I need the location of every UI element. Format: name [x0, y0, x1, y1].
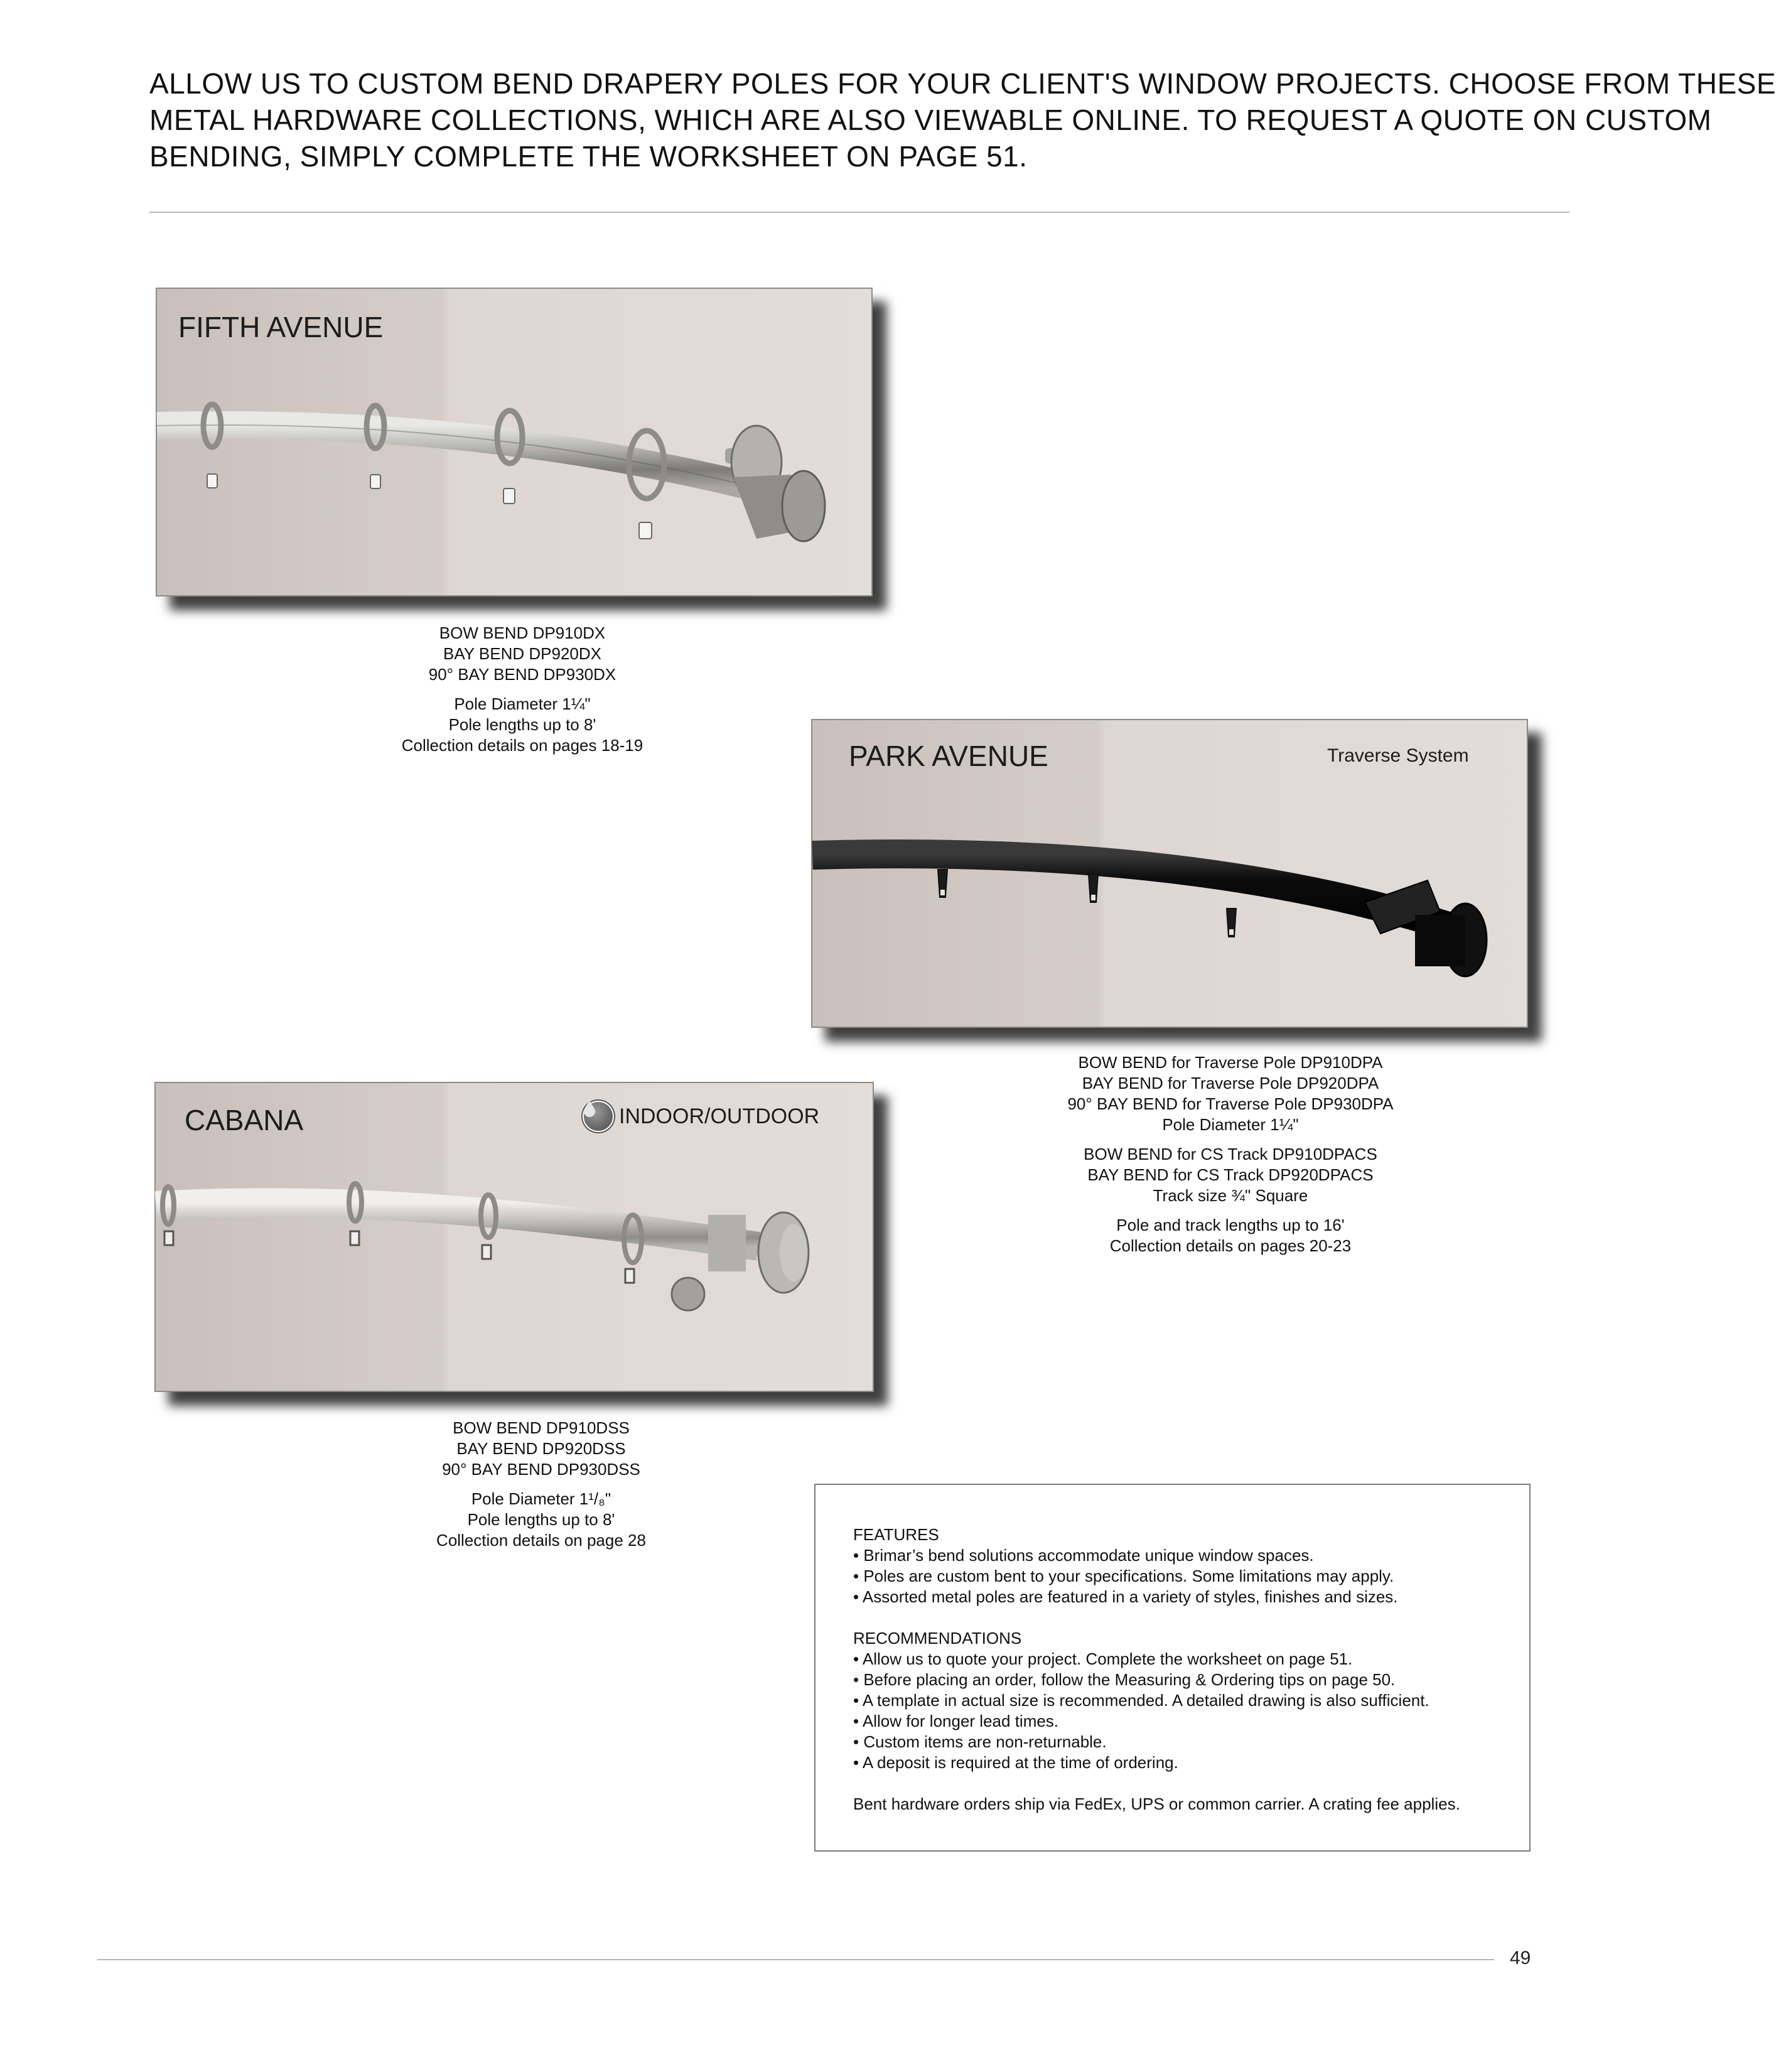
indoor-outdoor-label: INDOOR/OUTDOOR	[619, 1104, 820, 1128]
product-code: BOW BEND DP910DX	[439, 623, 606, 642]
cabana-photo	[154, 1082, 874, 1392]
recommendation-item: • A deposit is required at the time of ordering.	[853, 1753, 1178, 1772]
recommendation-item: • Custom items are non-returnable.	[853, 1732, 1107, 1751]
park-avenue-title: PARK AVENUE	[849, 740, 1048, 772]
water-drop-icon	[583, 1101, 614, 1132]
feature-item: • Brimar’s bend solutions accommodate unique window spaces.	[853, 1546, 1314, 1565]
cabana-title: CABANA	[185, 1104, 304, 1136]
top-divider	[149, 212, 1569, 213]
product-spec: Pole Diameter 1¼"	[1162, 1115, 1299, 1134]
intro-line: BENDING, SIMPLY COMPLETE THE WORKSHEET ON PAGE 51.	[149, 140, 1028, 173]
product-spec: Pole lengths up to 8'	[467, 1510, 615, 1529]
product-spec: Pole Diameter 1¹/₈"	[471, 1489, 611, 1508]
product-spec: Track size ¾" Square	[1153, 1186, 1308, 1205]
product-spec: Pole Diameter 1¼"	[454, 694, 591, 713]
recommendation-item: • Before placing an order, follow the Measuring & Ordering tips on page 50.	[853, 1670, 1396, 1689]
product-code: BAY BEND for CS Track DP920DPACS	[1087, 1165, 1374, 1184]
product-code: BOW BEND for Traverse Pole DP910DPA	[1078, 1053, 1383, 1072]
fifth-avenue-title: FIFTH AVENUE	[178, 311, 384, 343]
features-heading: FEATURES	[853, 1525, 939, 1544]
product-spec: Pole lengths up to 8'	[448, 715, 596, 734]
indoor-outdoor-badge	[583, 1101, 819, 1132]
park-avenue-subtitle: Traverse System	[1327, 745, 1469, 766]
product-spec: Pole and track lengths up to 16'	[1116, 1216, 1345, 1234]
intro-line: METAL HARDWARE COLLECTIONS, WHICH ARE ALSO VIEWABLE ONLINE. TO REQUEST A QUOTE ON CUSTOM	[149, 104, 1712, 136]
product-code: BAY BEND DP920DX	[443, 644, 601, 663]
product-code: BOW BEND for CS Track DP910DPACS	[1084, 1145, 1377, 1163]
recommendations-heading: RECOMMENDATIONS	[853, 1629, 1022, 1648]
bottom-divider	[97, 1959, 1494, 1960]
product-code: 90° BAY BEND DP930DSS	[442, 1460, 640, 1479]
recommendation-item: • Allow for longer lead times.	[853, 1712, 1059, 1730]
intro-text	[149, 65, 1776, 175]
product-code: BAY BEND for Traverse Pole DP920DPA	[1082, 1074, 1379, 1093]
fifth-avenue-photo	[156, 288, 873, 596]
product-code: 90° BAY BEND for Traverse Pole DP930DPA	[1067, 1094, 1394, 1113]
page-number: 49	[1510, 1948, 1531, 1968]
shipping-note: Bent hardware orders ship via FedEx, UPS or common carrier. A crating fee applies.	[853, 1794, 1460, 1813]
features-box	[814, 1484, 1531, 1852]
product-code: BOW BEND DP910DSS	[453, 1418, 630, 1437]
product-spec: Collection details on pages 18-19	[401, 736, 643, 755]
product-spec: Collection details on pages 20-23	[1109, 1236, 1352, 1255]
park-avenue-photo	[811, 719, 1528, 1028]
recommendation-item: • Allow us to quote your project. Complete the worksheet on page 51.	[853, 1649, 1353, 1668]
park-avenue-caption	[1030, 1052, 1431, 1256]
feature-item: • Assorted metal poles are featured in a variety of styles, finishes and sizes.	[853, 1587, 1398, 1606]
recommendation-item: • A template in actual size is recommended. A detailed drawing is also sufficient.	[853, 1691, 1429, 1710]
cabana-caption	[390, 1418, 692, 1551]
feature-item: • Poles are custom bent to your specifications. Some limitations may apply.	[853, 1567, 1394, 1585]
product-code: BAY BEND DP920DSS	[456, 1439, 626, 1458]
intro-line: ALLOW US TO CUSTOM BEND DRAPERY POLES FOR YOUR CLIENT'S WINDOW PROJECTS. CHOOSE FROM THESE	[149, 67, 1776, 100]
fifth-avenue-caption	[372, 623, 673, 756]
product-spec: Collection details on page 28	[436, 1531, 646, 1550]
product-code: 90° BAY BEND DP930DX	[428, 665, 616, 684]
